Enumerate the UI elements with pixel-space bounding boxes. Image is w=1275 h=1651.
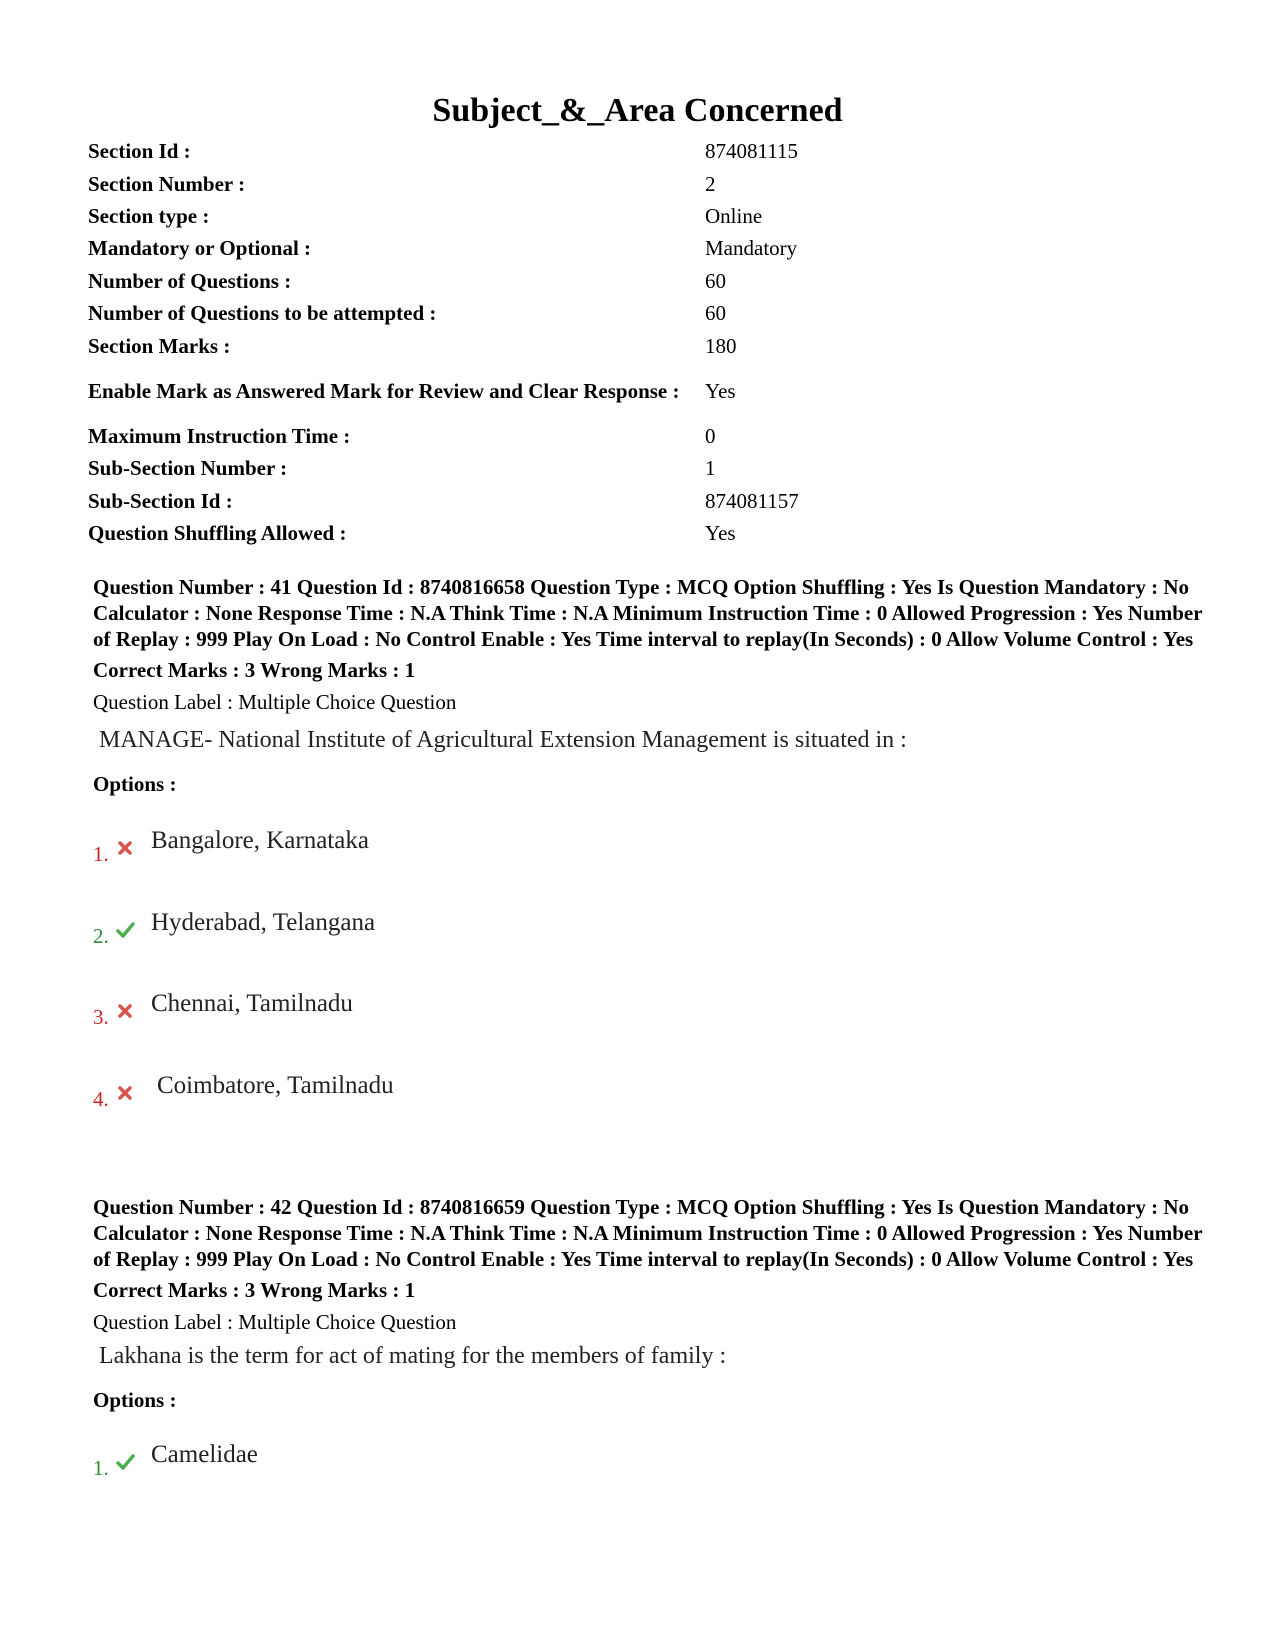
info-value: 180 [705,333,737,358]
question-block [93,574,1203,797]
option-number: 2. [93,924,109,948]
question-marks: Correct Marks : 3 Wrong Marks : 1 [93,658,416,682]
section-info-row [88,452,1188,484]
info-label: Mandatory or Optional : [88,236,312,261]
option-text: Bangalore, Karnataka [151,827,369,854]
info-value: Mandatory [705,236,798,261]
option-item [93,908,693,948]
info-value: Yes [705,378,736,403]
info-label: Enable Mark as Answered Mark for Review and Clear Response : [88,378,680,403]
option-item [93,1440,693,1480]
correct-check-icon [115,920,135,940]
page-title: Subject_&_Area Concerned [432,92,843,129]
question-label: Question Label : Multiple Choice Question [93,1310,457,1334]
section-info-row [88,167,1188,199]
question-text: MANAGE- National Institute of Agricultural Extension Management is situated in : [99,727,907,753]
option-number: 1. [93,842,109,866]
info-value: 0 [705,423,716,448]
info-value: 874081157 [705,488,799,513]
info-label: Question Shuffling Allowed : [88,521,347,546]
section-info-row [88,420,1188,452]
question-label: Question Label : Multiple Choice Question [93,690,457,714]
option-number: 1. [93,1456,109,1480]
info-value: 2 [705,171,716,196]
option-item [93,1071,693,1111]
question-marks: Correct Marks : 3 Wrong Marks : 1 [93,1278,416,1302]
section-info-row [88,485,1188,517]
info-label: Section Number : [88,171,246,196]
info-value: Online [705,203,763,228]
option-number: 4. [93,1087,109,1111]
info-label: Section Id : [88,139,191,164]
info-label: Number of Questions : [88,268,292,293]
option-text: Camelidae [151,1441,258,1468]
wrong-cross-icon [115,1001,135,1021]
question-block [93,1194,1203,1413]
info-value: 60 [705,268,726,293]
info-label: Maximum Instruction Time : [88,423,351,448]
info-label: Sub-Section Id : [88,488,233,513]
option-text: Chennai, Tamilnadu [151,990,353,1017]
section-info-table [88,135,1188,549]
info-label: Section Marks : [88,333,231,358]
wrong-cross-icon [115,838,135,858]
section-info-row [88,329,1188,361]
section-info-row [88,135,1188,167]
section-info-row [88,297,1188,329]
option-item [93,989,693,1029]
section-info-row [88,362,1188,420]
correct-check-icon [115,1452,135,1472]
section-info-row [88,517,1188,549]
info-label: Number of Questions to be attempted : [88,301,437,326]
info-value: 1 [705,456,716,481]
question-meta: Question Number : 42 Question Id : 8740816659 Question Type : MCQ Option Shuffling : Yes Is Question Mandatory : No Calculator : None Response Time : N.A Think Time : N.A Minimum Instruction Time : 0 Allowed Progression : Yes Number of Replay : 999 Play On Load : No Control Enable : Yes Time interval to replay(In Seconds) : 0 Allow Volume Control : Yes [93,1195,1203,1271]
option-item [93,826,693,866]
wrong-cross-icon [115,1083,135,1103]
info-label: Sub-Section Number : [88,456,288,481]
options-header: Options : [93,772,177,796]
section-info-row [88,265,1188,297]
info-value: 60 [705,301,726,326]
info-value: Yes [705,521,736,546]
option-text: Hyderabad, Telangana [151,909,376,936]
question-text: Lakhana is the term for act of mating for the members of family : [99,1343,727,1369]
question-meta: Question Number : 41 Question Id : 8740816658 Question Type : MCQ Option Shuffling : Yes Is Question Mandatory : No Calculator : None Response Time : N.A Think Time : N.A Minimum Instruction Time : 0 Allowed Progression : Yes Number of Replay : 999 Play On Load : No Control Enable : Yes Time interval to replay(In Seconds) : 0 Allow Volume Control : Yes [93,575,1203,651]
option-text: Coimbatore, Tamilnadu [157,1072,394,1099]
section-info-row [88,232,1188,264]
info-label: Section type : [88,203,210,228]
option-number: 3. [93,1005,109,1029]
section-info-row [88,200,1188,232]
options-header: Options : [93,1388,177,1412]
info-value: 874081115 [705,139,798,164]
